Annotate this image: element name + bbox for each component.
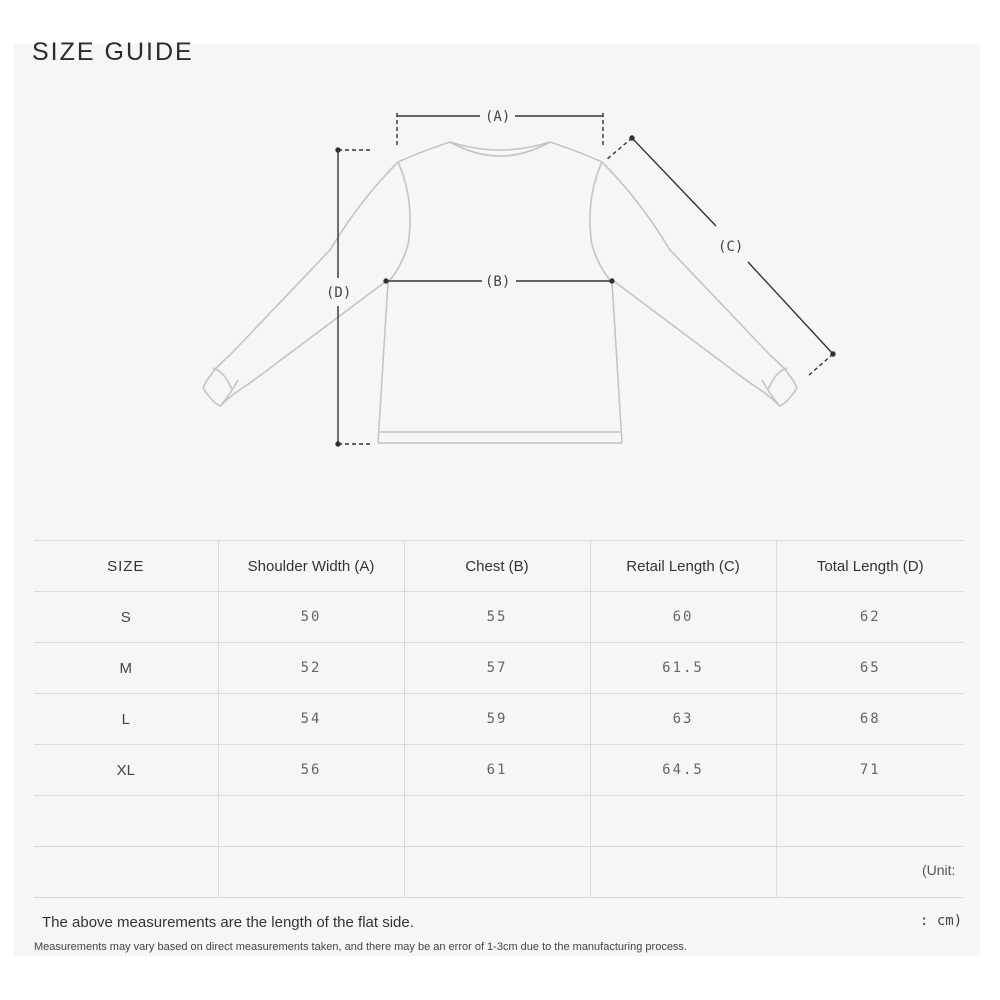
label-c: (C) [718, 239, 744, 255]
table-row [34, 694, 964, 745]
table-header-row [34, 541, 964, 592]
empty-cell [34, 847, 218, 898]
unit-label-close: : cm) [920, 913, 963, 929]
table-row-empty [34, 796, 964, 847]
retail-length-cell: 63 [590, 694, 776, 745]
total-length-cell: 68 [776, 694, 964, 745]
empty-cell [776, 796, 964, 847]
chest-cell: 61 [404, 745, 590, 796]
manufacturing-note: Measurements may vary based on direct measurements taken, and there may be an error of 1-3cm due to the manufacturing process. [34, 941, 687, 953]
header-shoulder-width: Shoulder Width (A) [218, 541, 404, 592]
total-length-cell: 62 [776, 592, 964, 643]
shoulder-cell: 56 [218, 745, 404, 796]
label-b: (B) [485, 274, 511, 290]
unit-label-open: (Unit: [922, 862, 956, 878]
retail-length-cell: 61.5 [590, 643, 776, 694]
table-row [34, 643, 964, 694]
header-total-length: Total Length (D) [776, 541, 964, 592]
retail-length-cell: 60 [590, 592, 776, 643]
measurement-note: The above measurements are the length of the flat side. [42, 914, 414, 931]
size-table [34, 540, 964, 898]
shoulder-cell: 50 [218, 592, 404, 643]
size-cell: S [34, 592, 218, 643]
sweater-outline [203, 142, 797, 443]
empty-cell [590, 847, 776, 898]
empty-cell [218, 847, 404, 898]
total-length-cell: 65 [776, 643, 964, 694]
page-title: SIZE GUIDE [32, 38, 194, 66]
header-chest: Chest (B) [404, 541, 590, 592]
size-cell: L [34, 694, 218, 745]
empty-cell [404, 796, 590, 847]
label-d: (D) [326, 285, 352, 301]
table-row [34, 592, 964, 643]
table-row-empty [34, 847, 964, 898]
label-a: (A) [485, 109, 511, 125]
size-cell: M [34, 643, 218, 694]
empty-cell [590, 796, 776, 847]
total-length-cell: 71 [776, 745, 964, 796]
chest-cell: 59 [404, 694, 590, 745]
header-size: SIZE [34, 541, 218, 592]
shoulder-cell: 54 [218, 694, 404, 745]
measure-c [606, 136, 835, 376]
retail-length-cell: 64.5 [590, 745, 776, 796]
chest-cell: 57 [404, 643, 590, 694]
chest-cell: 55 [404, 592, 590, 643]
empty-cell [404, 847, 590, 898]
table-row [34, 745, 964, 796]
empty-cell [34, 796, 218, 847]
shoulder-cell: 52 [218, 643, 404, 694]
size-cell: XL [34, 745, 218, 796]
empty-cell [218, 796, 404, 847]
header-retail-length: Retail Length (C) [590, 541, 776, 592]
